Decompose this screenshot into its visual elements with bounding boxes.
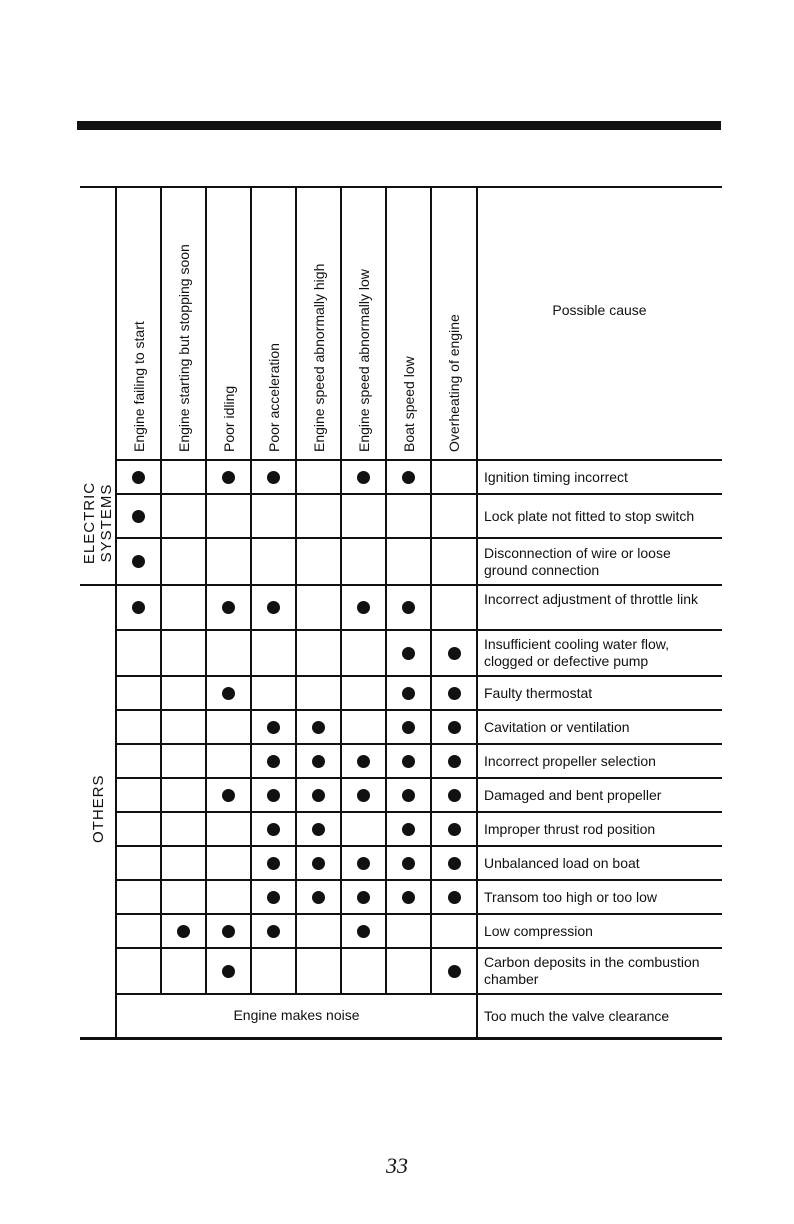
symptom-mark-dot xyxy=(357,891,370,904)
possible-cause-text: Improper thrust rod position xyxy=(484,820,656,837)
symptom-mark-dot xyxy=(448,823,461,836)
symptom-mark-dot xyxy=(402,823,415,836)
symptom-mark-dot xyxy=(312,857,325,870)
symptom-mark-dot xyxy=(357,601,370,614)
symptom-header: Poor acceleration xyxy=(265,343,282,452)
possible-cause-text: Low compression xyxy=(484,922,593,939)
section-label: ELECTRIC SYSTEMS xyxy=(81,481,115,564)
symptom-mark-dot xyxy=(448,721,461,734)
symptom-header: Poor idling xyxy=(220,385,237,452)
possible-cause-text: Too much the valve clearance xyxy=(484,1007,670,1024)
possible-cause-text: Incorrect propeller selection xyxy=(484,752,656,769)
symptom-header: Engine speed abnormally high xyxy=(310,263,327,452)
section-label: OTHERS xyxy=(89,774,107,843)
possible-cause-text: Carbon deposits in the combustion chamber xyxy=(484,954,700,987)
column-divider xyxy=(160,187,161,994)
symptom-mark-dot xyxy=(267,721,280,734)
table-top-rule xyxy=(80,186,722,188)
symptom-mark-dot xyxy=(267,891,280,904)
row-divider xyxy=(116,584,722,585)
symptom-mark-dot xyxy=(267,601,280,614)
symptom-mark-dot xyxy=(357,471,370,484)
symptom-mark-dot xyxy=(267,471,280,484)
symptom-mark-dot xyxy=(132,471,145,484)
row-divider xyxy=(116,811,722,812)
symptom-mark-dot xyxy=(132,601,145,614)
row-divider xyxy=(116,879,722,880)
symptom-mark-dot xyxy=(402,857,415,870)
possible-cause-text: Transom too high or too low xyxy=(484,888,658,905)
column-divider xyxy=(340,187,341,994)
column-divider xyxy=(205,187,206,994)
page-number: 33 xyxy=(386,1153,408,1178)
row-divider xyxy=(116,743,722,744)
column-divider xyxy=(250,187,251,994)
symptom-mark-dot xyxy=(448,755,461,768)
symptom-mark-dot xyxy=(222,965,235,978)
symptom-mark-dot xyxy=(267,789,280,802)
header-bottom-rule xyxy=(116,459,722,461)
symptom-mark-dot xyxy=(357,857,370,870)
row-divider xyxy=(116,777,722,778)
row-divider xyxy=(116,537,722,538)
symptom-mark-dot xyxy=(222,601,235,614)
row-divider xyxy=(116,709,722,710)
symptom-mark-dot xyxy=(222,925,235,938)
merged-symptom-cell: Engine makes noise xyxy=(233,1007,360,1023)
possible-cause-text: Insufficient cooling water flow, clogged or defective pump xyxy=(484,636,669,669)
symptom-mark-dot xyxy=(402,471,415,484)
symptom-mark-dot xyxy=(448,857,461,870)
column-divider xyxy=(430,187,431,994)
symptom-mark-dot xyxy=(312,755,325,768)
possible-cause-text: Cavitation or ventilation xyxy=(484,718,630,735)
column-divider xyxy=(115,187,117,1038)
possible-cause-text: Damaged and bent propeller xyxy=(484,786,662,803)
symptom-mark-dot xyxy=(312,823,325,836)
symptom-mark-dot xyxy=(312,891,325,904)
column-divider xyxy=(385,187,386,994)
row-divider xyxy=(116,629,722,630)
symptom-header: Boat speed low xyxy=(400,356,417,452)
possible-cause-text: Ignition timing incorrect xyxy=(484,468,628,485)
symptom-mark-dot xyxy=(312,721,325,734)
possible-cause-text: Unbalanced load on boat xyxy=(484,854,640,871)
symptom-mark-dot xyxy=(402,755,415,768)
symptom-mark-dot xyxy=(267,823,280,836)
symptom-mark-dot xyxy=(132,510,145,523)
symptom-mark-dot xyxy=(448,965,461,978)
symptom-mark-dot xyxy=(312,789,325,802)
row-divider xyxy=(116,913,722,914)
symptom-mark-dot xyxy=(267,755,280,768)
symptom-mark-dot xyxy=(177,925,190,938)
symptom-mark-dot xyxy=(402,647,415,660)
possible-cause-text: Faulty thermostat xyxy=(484,684,593,701)
symptom-mark-dot xyxy=(222,687,235,700)
symptom-mark-dot xyxy=(357,755,370,768)
symptom-mark-dot xyxy=(132,555,145,568)
possible-cause-text: Disconnection of wire or loose ground connection xyxy=(484,544,671,578)
symptom-mark-dot xyxy=(222,471,235,484)
symptom-mark-dot xyxy=(448,687,461,700)
symptom-mark-dot xyxy=(402,687,415,700)
symptom-mark-dot xyxy=(357,925,370,938)
symptom-mark-dot xyxy=(402,789,415,802)
symptom-mark-dot xyxy=(402,721,415,734)
symptom-header: Engine speed abnormally low xyxy=(355,269,372,452)
symptom-mark-dot xyxy=(357,789,370,802)
symptom-mark-dot xyxy=(402,601,415,614)
row-divider xyxy=(116,845,722,846)
symptom-mark-dot xyxy=(267,857,280,870)
symptom-mark-dot xyxy=(402,891,415,904)
row-divider xyxy=(116,947,722,948)
symptom-header: Overheating of engine xyxy=(446,314,462,452)
column-divider xyxy=(295,187,296,994)
cause-column-header: Possible cause xyxy=(552,302,647,318)
possible-cause-text: Lock plate not fitted to stop switch xyxy=(484,507,695,524)
symptom-mark-dot xyxy=(448,891,461,904)
symptom-header: Engine starting but stopping soon xyxy=(175,244,192,452)
symptom-mark-dot xyxy=(448,647,461,660)
symptom-header: Engine failing to start xyxy=(130,321,147,452)
table-bottom-rule xyxy=(80,1037,722,1040)
section-divider xyxy=(80,584,116,585)
possible-cause-text: Incorrect adjustment of throttle link xyxy=(484,590,698,607)
row-divider xyxy=(116,675,722,676)
symptom-mark-dot xyxy=(267,925,280,938)
symptom-mark-dot xyxy=(448,789,461,802)
row-divider xyxy=(116,993,722,994)
row-divider xyxy=(116,493,722,494)
symptom-mark-dot xyxy=(222,789,235,802)
